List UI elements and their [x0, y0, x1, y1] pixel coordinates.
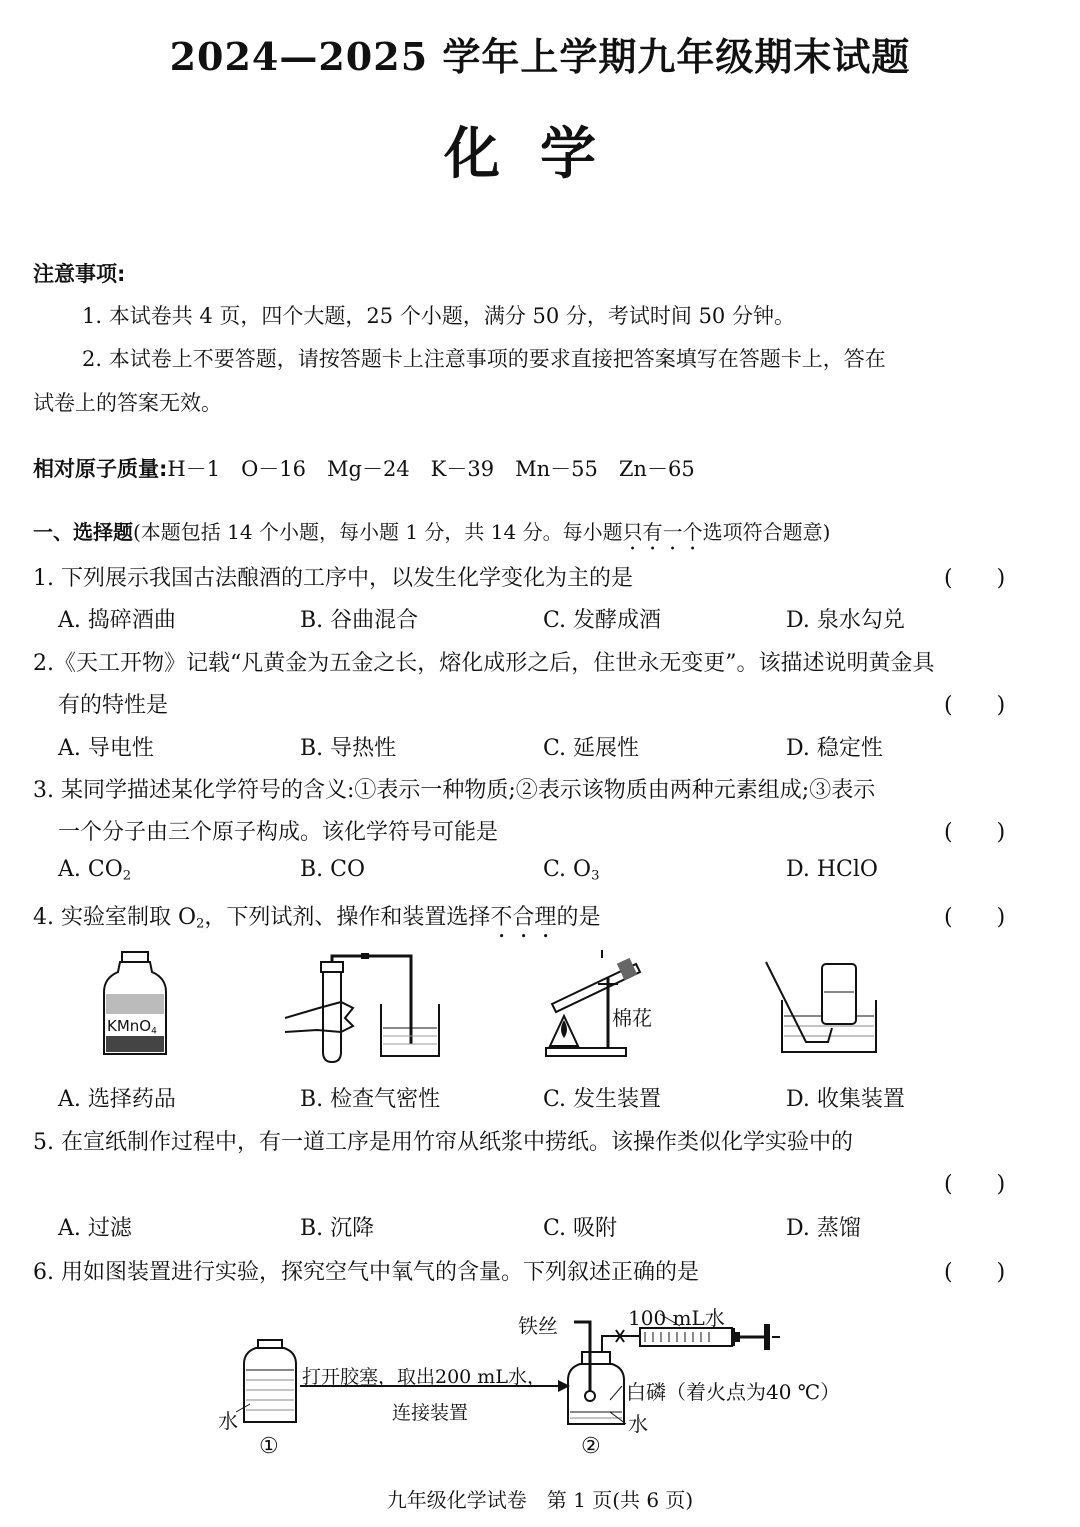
q4-answer-paren: ( ): [944, 905, 1006, 930]
q6-iron-wire-label: 铁丝: [518, 1314, 558, 1338]
q5-stem: 5. 在宣纸制作过程中，有一道工序是用竹帘从纸浆中捞纸。该操作类似化学实验中的: [33, 1130, 853, 1155]
subject-title: 化学: [444, 121, 636, 187]
q2-answer-paren: ( ): [944, 693, 1006, 718]
q3-option-d: D. HClO: [786, 857, 878, 882]
notice-item-2-line1: 2. 本试卷上不要答题，请按答题卡上注意事项的要求直接把答案填写在答题卡上，答在: [82, 347, 886, 371]
q3-option-a-text: A. CO: [58, 857, 123, 882]
atomic-mass-label: 相对原子质量:: [33, 457, 168, 481]
q2-option-c: C. 延展性: [543, 736, 640, 761]
q3-answer-paren: ( ): [944, 820, 1006, 845]
q4-option-b: B. 检查气密性: [300, 1087, 441, 1112]
q3-stem-line2: 一个分子由三个原子构成。该化学符号可能是: [58, 820, 499, 845]
q6-figure-2-label: ②: [581, 1434, 601, 1459]
notice-item-1: 1. 本试卷共 4 页，四个大题，25 个小题，满分 50 分，考试时间 50 分钟。: [82, 304, 795, 328]
q6-answer-paren: ( ): [944, 1260, 1006, 1285]
q4-bottle-label: [106, 1017, 158, 1036]
q6-stem: 6. 用如图装置进行实验，探究空气中氧气的含量。下列叙述正确的是: [33, 1260, 699, 1285]
q6-step-line2: 连接装置: [392, 1402, 469, 1424]
q4-bottle-label-text: KMnO: [107, 1017, 152, 1035]
q3-stem-line1: 3. 某同学描述某化学符号的含义:①表示一种物质;②表示该物质由两种元素组成;③表示: [33, 778, 876, 803]
q4-stem-part1: 4. 实验室制取 O: [33, 905, 197, 930]
q2-stem-line1: 2.《天工开物》记载“凡黄金为五金之长，熔化成形之后，住世永无变更”。该描述说明黄金具: [33, 651, 935, 676]
q4-stem-part3: 的是: [556, 905, 601, 930]
q2-option-b: B. 导热性: [300, 736, 397, 761]
notice-item-2-line2: 试卷上的答案无效。: [33, 391, 222, 415]
q6-water-label-1: 水: [218, 1409, 238, 1433]
q3-option-c-subscript: 3: [591, 868, 600, 884]
q4-collector-figure: [762, 952, 882, 1062]
section-heading: [33, 516, 830, 555]
q5-option-a: A. 过滤: [58, 1216, 132, 1241]
q5-option-d: D. 蒸馏: [786, 1216, 861, 1241]
q4-option-d: D. 收集装置: [786, 1087, 905, 1112]
section-desc-1: (本题包括 14 个小题，每小题 1 分，共 14 分。每小题: [133, 520, 623, 544]
section-desc-emphasis: 只有一个: [622, 520, 703, 544]
atomic-mass-values: H－1 O－16 Mg－24 K－39 Mn－55 Zn－65: [167, 457, 695, 481]
q3-option-c-text: C. O: [543, 857, 592, 882]
exam-title: 2024—2025 学年上学期九年级期末试题: [169, 34, 911, 79]
q6-water-label-2: 水: [628, 1412, 648, 1436]
q3-option-a: [58, 857, 131, 883]
q4-airtightness-figure: [283, 952, 453, 1064]
notice-heading: 注意事项:: [33, 262, 126, 286]
q3-option-c: [543, 857, 599, 883]
q3-option-b: B. CO: [300, 857, 366, 882]
q2-stem-line2: 有的特性是: [58, 693, 169, 718]
q4-option-c: C. 发生装置: [543, 1087, 662, 1112]
section-desc-2: 选项符合题意): [702, 520, 831, 544]
q4-cotton-label: 棉花: [612, 1006, 652, 1030]
q4-stem-part2: ，下列试剂、操作和装置选择: [204, 905, 491, 930]
q1-answer-paren: ( ): [944, 566, 1006, 591]
q6-syringe-label: 100 mL水: [628, 1306, 725, 1330]
q5-answer-paren: ( ): [944, 1172, 1006, 1197]
q4-stem: [33, 900, 600, 943]
q2-option-d: D. 稳定性: [786, 736, 883, 761]
q1-option-d: D. 泉水勾兑: [786, 608, 905, 633]
q2-option-a: A. 导电性: [58, 736, 154, 761]
atomic-mass-line: [33, 453, 695, 483]
q5-option-b: B. 沉降: [300, 1216, 375, 1241]
q6-phosphorus-label: 白磷（着火点为40 ℃）: [626, 1380, 841, 1404]
q4-stem-emphasis: 不合理: [490, 905, 557, 930]
q4-stem-subscript: 2: [196, 916, 205, 932]
q1-option-b: B. 谷曲混合: [300, 608, 419, 633]
q4-reagent-bottle-figure: [100, 950, 170, 1060]
page-footer: 九年级化学试卷 第 1 页(共 6 页): [386, 1488, 694, 1512]
q5-option-c: C. 吸附: [543, 1216, 618, 1241]
q6-step-line1: 打开胶塞，取出200 mL水，: [302, 1366, 546, 1388]
q6-figure-1-label: ①: [259, 1434, 279, 1459]
q4-option-a: A. 选择药品: [58, 1087, 176, 1112]
section-title: 一、选择题: [33, 520, 133, 544]
q4-bottle-label-subscript: 4: [151, 1026, 157, 1037]
q3-option-a-subscript: 2: [122, 868, 132, 884]
q1-option-a: A. 捣碎酒曲: [58, 608, 176, 633]
q1-stem: 1. 下列展示我国古法酿酒的工序中，以发生化学变化为主的是: [33, 566, 633, 591]
q1-option-c: C. 发酵成酒: [543, 608, 662, 633]
